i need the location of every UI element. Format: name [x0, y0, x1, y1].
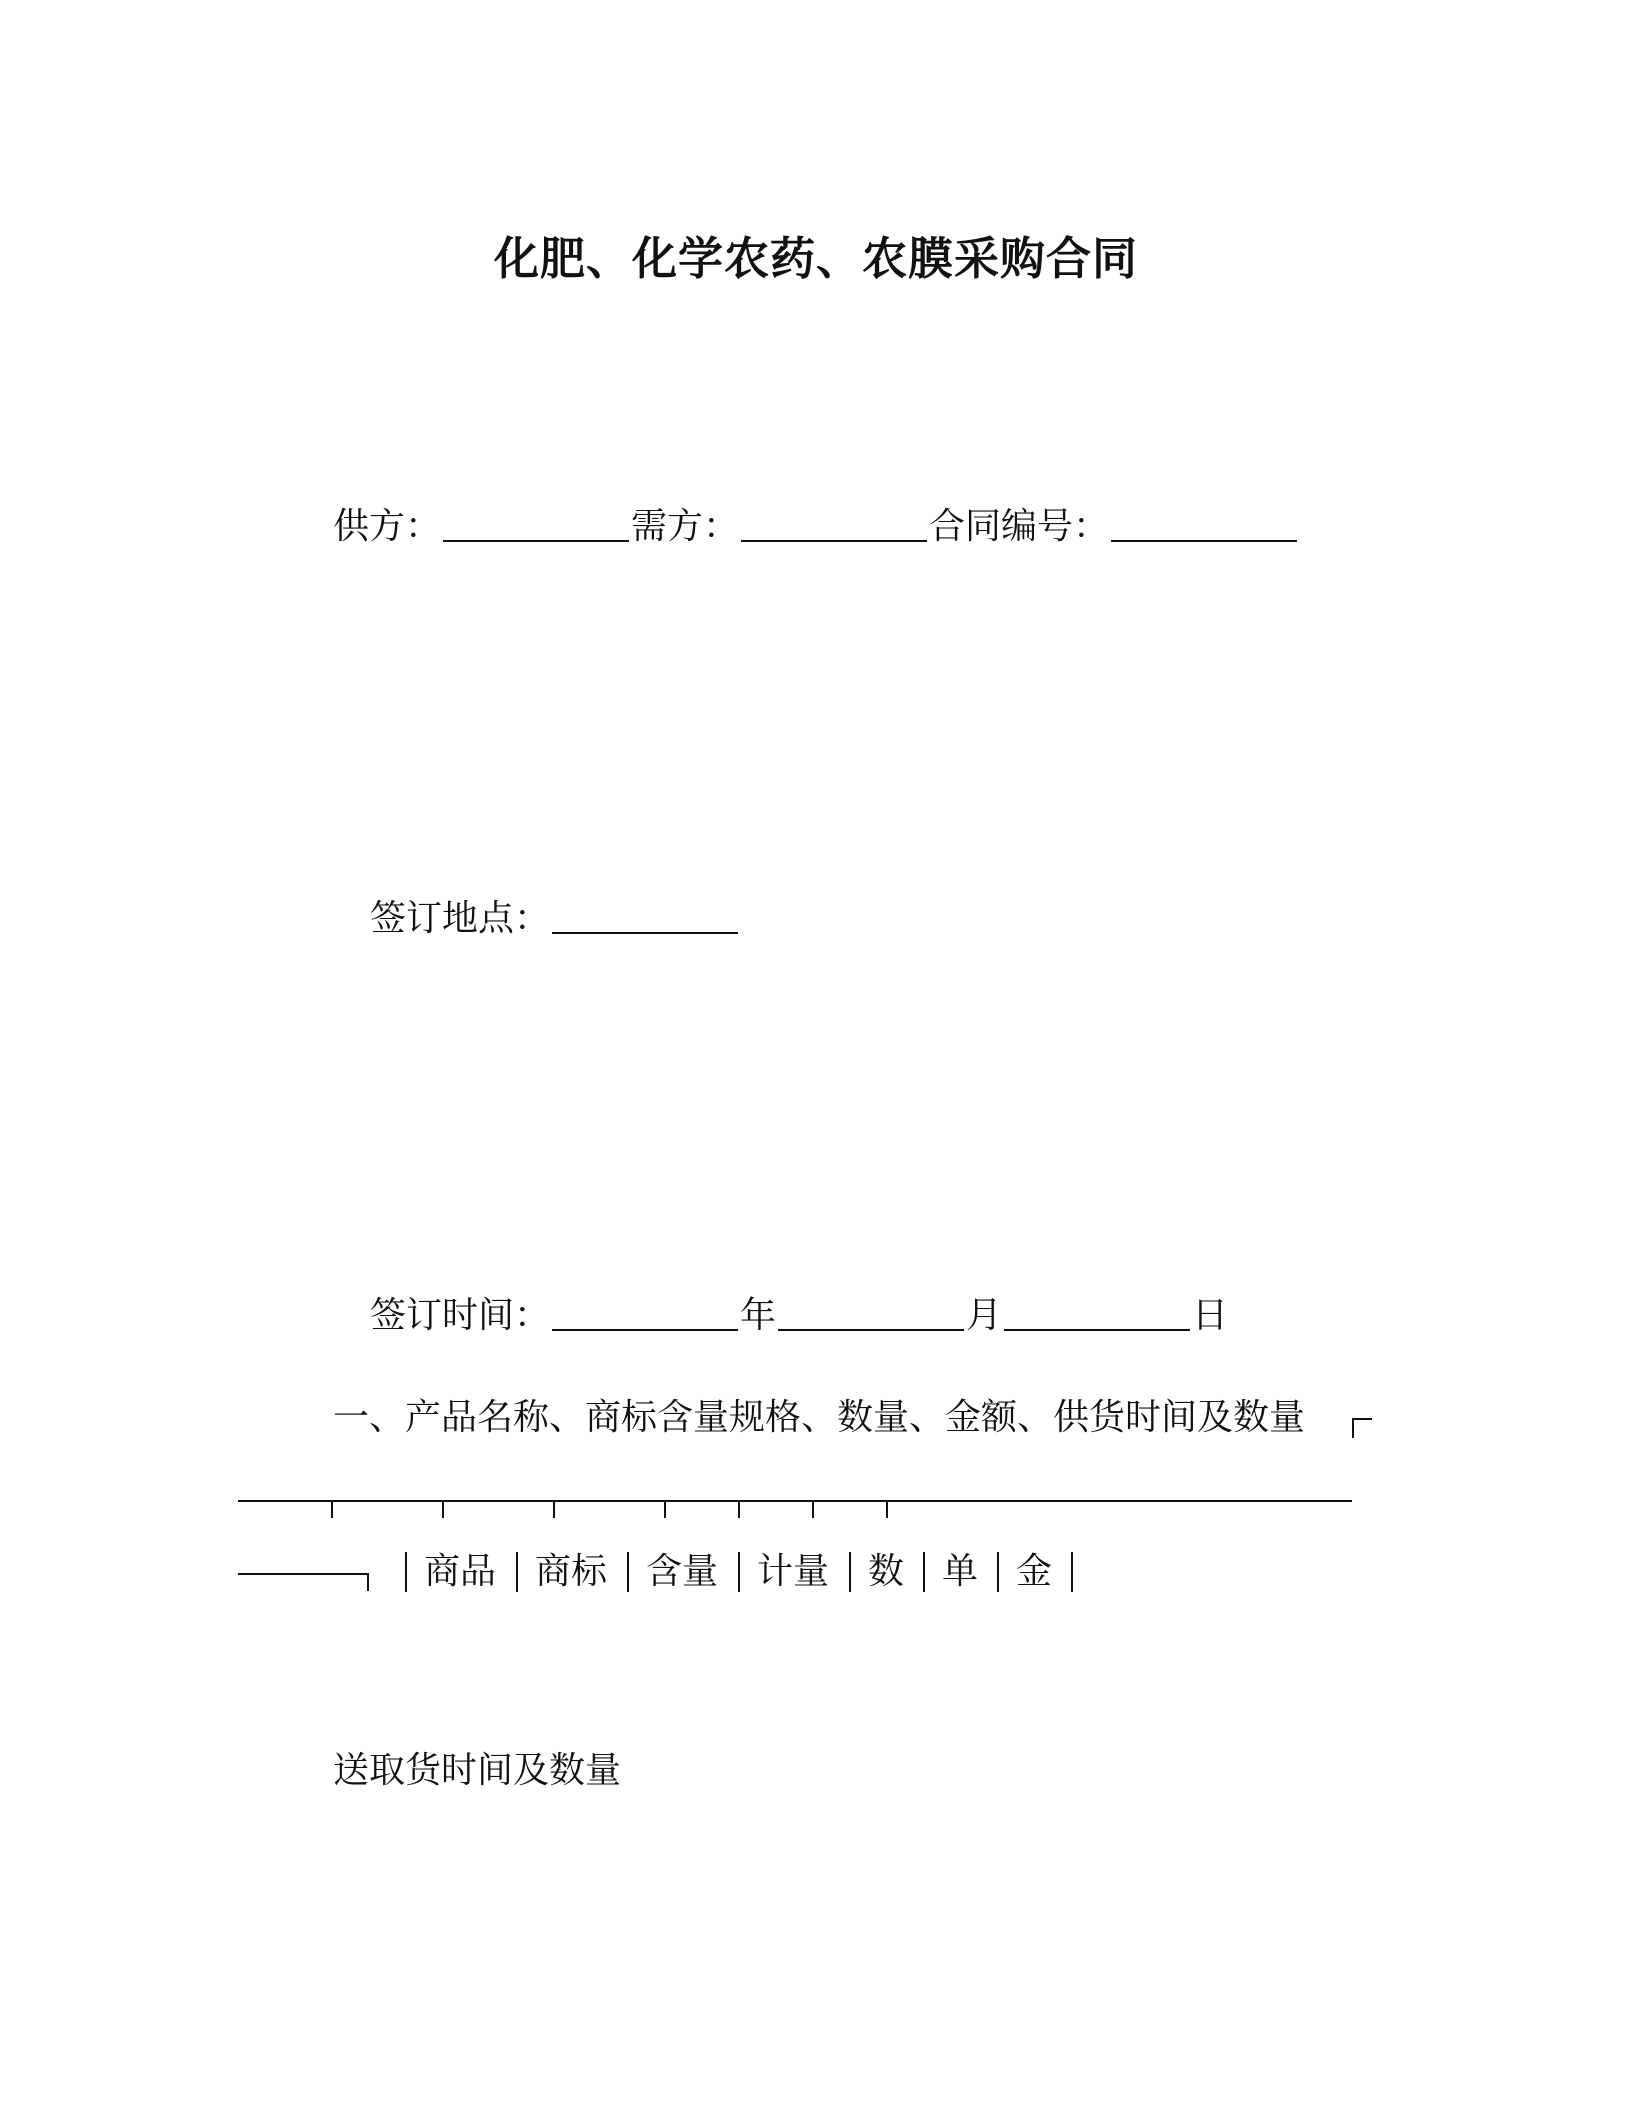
- day-blank[interactable]: [1004, 1328, 1190, 1331]
- signing-place-blank[interactable]: [552, 931, 738, 934]
- table-header-amount: 金: [1016, 1551, 1053, 1592]
- contract-no-blank[interactable]: [1111, 539, 1297, 542]
- buyer-blank[interactable]: [741, 539, 927, 542]
- table-header-unit: 计量: [757, 1551, 830, 1592]
- parties-line: [333, 502, 1299, 552]
- signing-place-line: [370, 894, 740, 944]
- month-blank[interactable]: [778, 1328, 964, 1331]
- supplier-blank[interactable]: [443, 539, 629, 542]
- table-column-separator: [738, 1552, 740, 1592]
- table-top-tick: [886, 1500, 888, 1518]
- document-title: 化肥、化学农药、农膜采购合同: [493, 232, 1138, 285]
- buyer-label: 需方：: [631, 506, 740, 547]
- table-top-tick: [664, 1500, 666, 1518]
- delivery-heading: 送取货时间及数量: [333, 1750, 622, 1791]
- table-corner-mark: [1352, 1418, 1372, 1438]
- table-left-rule-end: [367, 1573, 369, 1591]
- table-header-goods: 商品: [424, 1551, 497, 1592]
- table-top-tick: [442, 1500, 444, 1518]
- table-top-rule: [238, 1500, 1352, 1502]
- table-column-separator: [627, 1552, 629, 1592]
- table-top-tick: [331, 1500, 333, 1518]
- table-header-trademark: 商标: [535, 1551, 608, 1592]
- table-column-separator: [516, 1552, 518, 1592]
- day-label: 日: [1192, 1295, 1229, 1336]
- table-top-tick: [553, 1500, 555, 1518]
- table-header-quantity: 数: [868, 1551, 905, 1592]
- section-1-heading: 一、产品名称、商标含量规格、数量、金额、供货时间及数量: [333, 1397, 1306, 1438]
- signing-place-label: 签订地点：: [370, 898, 551, 939]
- table-column-separator: [1071, 1552, 1073, 1592]
- year-blank[interactable]: [552, 1328, 738, 1331]
- table-column-separator: [849, 1552, 851, 1592]
- table-top-tick: [738, 1500, 740, 1518]
- signing-time-label: 签订时间：: [370, 1295, 551, 1336]
- table-header-content: 含量: [646, 1551, 719, 1592]
- table-column-separator: [923, 1552, 925, 1592]
- table-left-rule: [238, 1573, 368, 1575]
- table-column-separator: [405, 1552, 407, 1592]
- year-label: 年: [740, 1295, 777, 1336]
- contract-no-label: 合同编号：: [929, 506, 1110, 547]
- supplier-label: 供方：: [333, 506, 442, 547]
- signing-time-line: [370, 1291, 1228, 1341]
- table-top-tick: [812, 1500, 814, 1518]
- table-column-separator: [997, 1552, 999, 1592]
- month-label: 月: [966, 1295, 1003, 1336]
- table-header-price: 单: [942, 1551, 979, 1592]
